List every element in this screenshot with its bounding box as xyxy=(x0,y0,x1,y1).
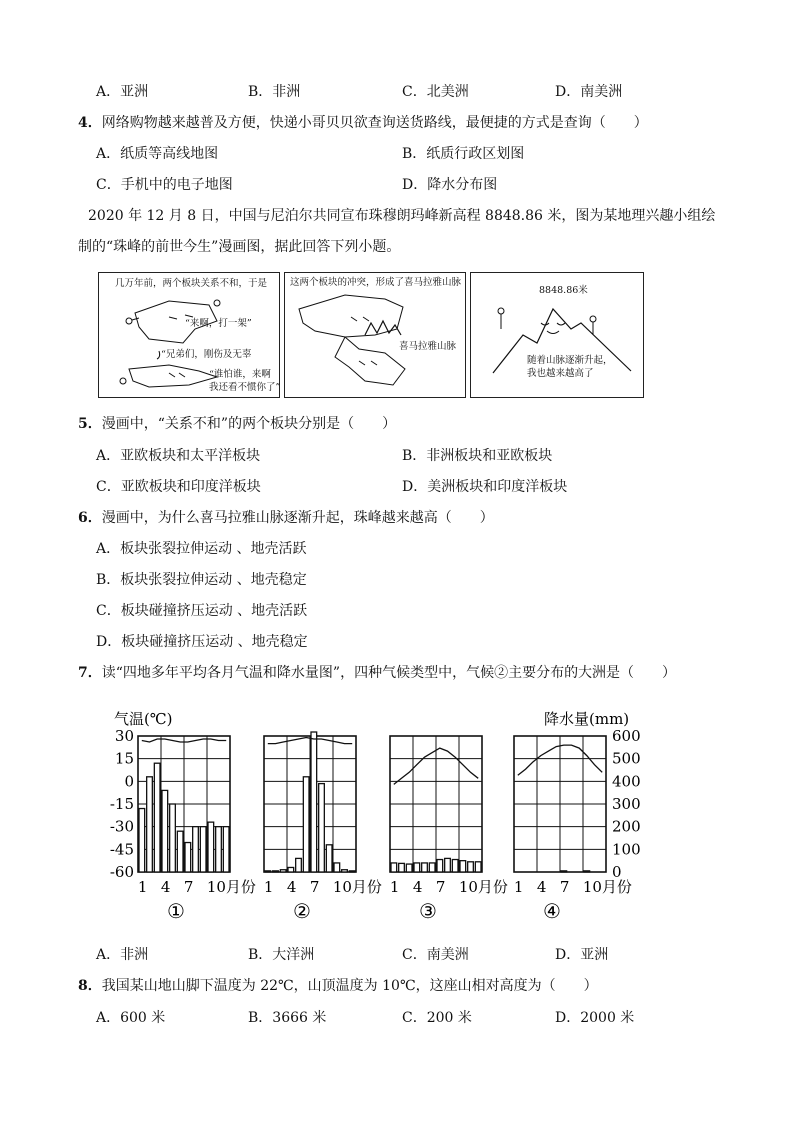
q7-option-d: D．亚洲 xyxy=(555,947,609,963)
question-8-number: 8． xyxy=(78,978,102,994)
q6-option-b: B．板块张裂拉伸运动 、地壳稳定 xyxy=(96,572,307,588)
precip-tick-label: 100 xyxy=(612,840,641,859)
panel-1-speech-1: “来啊，打一架” xyxy=(185,318,252,329)
precip-bar xyxy=(422,863,428,872)
climate-charts xyxy=(100,700,660,930)
panel-3-caption-1: 随着山脉逐渐升起， xyxy=(527,355,613,366)
precip-bar xyxy=(216,827,222,872)
precip-bar xyxy=(342,870,348,872)
precip-tick-label: 400 xyxy=(612,772,641,791)
comic-panel-2 xyxy=(284,272,466,398)
x-tick-label: 10月份 xyxy=(206,878,256,896)
panel-3-caption-2: 我也越来越高了 xyxy=(527,368,594,379)
question-6-stem: 漫画中，为什么喜马拉雅山脉逐渐升起，珠峰越来越高（ ） xyxy=(101,510,494,526)
temp-tick-label: -15 xyxy=(109,795,134,813)
question-7-number: 7． xyxy=(78,665,102,681)
panel-1-speech-2: “兄弟们，刚伤及无辜 xyxy=(161,349,252,360)
precip-bar xyxy=(334,863,340,872)
precip-bar xyxy=(147,777,153,872)
question-6-number: 6． xyxy=(78,510,102,526)
panel-3-height: 8848.86米 xyxy=(539,285,588,296)
intro-line-1: 2020 年 12 月 8 日，中国与尼泊尔共同宣布珠穆朗玛峰新高程 8848.86 米，图为某地理兴趣小组绘 xyxy=(88,208,716,224)
precip-bar xyxy=(200,827,206,872)
temp-tick-label: 15 xyxy=(114,749,134,768)
q4-option-a: A．纸质等高线地图 xyxy=(96,146,219,162)
question-4-stem: 网络购物越来越普及方便，快递小哥贝贝欲查询送货路线，最便捷的方式是查询（ ） xyxy=(101,115,648,131)
q7-option-a: A．非洲 xyxy=(96,947,149,963)
chart-panels xyxy=(138,732,632,923)
precip-bar xyxy=(265,871,271,872)
x-tick-label: 1 xyxy=(389,878,400,896)
precip-bar xyxy=(273,871,279,872)
precip-bar xyxy=(460,861,466,872)
x-tick-label: 7 xyxy=(435,878,446,896)
question-5-stem: 漫画中，“关系不和”的两个板块分别是（ ） xyxy=(101,416,397,432)
x-tick-label: 1 xyxy=(263,878,274,896)
climate-chart-1 xyxy=(138,736,256,923)
chart-label: ② xyxy=(293,899,311,923)
precip-bar xyxy=(468,862,474,872)
temp-tick-label: 30 xyxy=(114,727,134,745)
precip-bar xyxy=(406,864,412,872)
q8-option-b: B．3666 米 xyxy=(248,1010,327,1026)
question-7-stem: 读“四地多年平均各月气温和降水量图”，四种气候类型中，气候②主要分布的大洲是（ ） xyxy=(101,665,677,681)
precip-bar xyxy=(185,843,191,872)
precip-bar xyxy=(280,870,286,872)
temp-axis-label: 气温(℃) xyxy=(114,710,173,728)
panel-2-drawing xyxy=(285,273,465,397)
precip-bar xyxy=(561,871,567,872)
question-8-stem: 我国某山地山脚下温度为 22℃，山顶温度为 10℃，这座山相对高度为（ ） xyxy=(101,978,598,994)
question-7 xyxy=(78,663,676,683)
x-tick-label: 10月份 xyxy=(332,878,382,896)
precip-bar xyxy=(584,871,590,872)
q6-option-d: D．板块碰撞挤压运动 、地壳稳定 xyxy=(96,634,308,650)
x-tick-label: 1 xyxy=(513,878,524,896)
q8-option-c: C．200 米 xyxy=(402,1010,472,1026)
x-tick-label: 1 xyxy=(137,878,148,896)
chart-label: ③ xyxy=(419,899,437,923)
temp-tick-label: -60 xyxy=(109,863,134,881)
x-tick-label: 7 xyxy=(183,878,194,896)
panel-2-caption: 这两个板块的冲突，形成了喜马拉雅山脉 xyxy=(290,277,462,288)
x-tick-label: 10月份 xyxy=(582,878,632,896)
precip-bar xyxy=(177,831,183,872)
precip-tick-label: 200 xyxy=(612,817,641,836)
q3-option-b: B．非洲 xyxy=(248,84,301,100)
precip-bar xyxy=(475,862,481,872)
precip-bar xyxy=(414,863,420,872)
q8-option-a: A．600 米 xyxy=(96,1010,166,1026)
precip-bar xyxy=(154,763,160,872)
x-tick-label: 4 xyxy=(536,878,547,896)
q4-option-b: B．纸质行政区划图 xyxy=(402,146,525,162)
precip-bar xyxy=(429,863,435,872)
q3-option-d: D．南美洲 xyxy=(555,84,623,100)
precip-tick-label: 500 xyxy=(612,749,641,768)
precip-bar xyxy=(391,863,397,872)
precip-bar xyxy=(303,777,309,872)
temp-tick-labels xyxy=(110,727,134,881)
q7-option-b: B．大洋洲 xyxy=(248,947,315,963)
climate-chart-3 xyxy=(390,736,508,923)
precip-bar xyxy=(349,871,355,872)
chart-label: ④ xyxy=(543,899,561,923)
precip-tick-label: 300 xyxy=(612,795,641,813)
x-tick-label: 4 xyxy=(412,878,423,896)
q4-option-c: C．手机中的电子地图 xyxy=(96,177,233,193)
x-tick-label: 7 xyxy=(309,878,320,896)
q5-option-a: A．亚欧板块和太平洋板块 xyxy=(96,448,261,464)
question-5-number: 5． xyxy=(78,416,102,432)
temp-tick-label: -30 xyxy=(109,817,134,836)
question-8 xyxy=(78,976,598,996)
temp-tick-label: -45 xyxy=(109,840,134,859)
q7-option-c: C．南美洲 xyxy=(402,947,469,963)
question-4 xyxy=(78,113,648,133)
precip-bar xyxy=(326,845,332,872)
x-tick-label: 10月份 xyxy=(458,878,508,896)
precip-bar xyxy=(139,809,145,872)
question-6 xyxy=(78,508,494,528)
chart-label: ① xyxy=(167,899,185,923)
x-tick-label: 4 xyxy=(160,878,171,896)
precip-bar xyxy=(296,858,302,872)
question-4-number: 4． xyxy=(78,115,102,131)
climate-chart-2 xyxy=(264,732,382,923)
precip-bar xyxy=(162,790,168,872)
q8-option-d: D．2000 米 xyxy=(555,1010,635,1026)
q3-option-c: C．北美洲 xyxy=(402,84,469,100)
panel-1-speech-4: 我还看不惯你了” xyxy=(209,382,281,393)
precip-tick-label: 0 xyxy=(612,863,622,881)
precip-bar xyxy=(445,858,451,872)
q6-option-c: C．板块碰撞挤压运动 、地壳活跃 xyxy=(96,603,308,619)
q5-option-d: D．美洲板块和印度洋板块 xyxy=(402,479,568,495)
precip-tick-labels xyxy=(612,727,641,881)
panel-2-label: 喜马拉雅山脉 xyxy=(399,341,457,352)
x-tick-label: 7 xyxy=(559,878,570,896)
q3-option-a: A．亚洲 xyxy=(96,84,149,100)
q5-option-c: C．亚欧板块和印度洋板块 xyxy=(96,479,261,495)
question-5 xyxy=(78,414,396,434)
precip-axis-label: 降水量(mm) xyxy=(544,710,630,728)
comic-panel-1 xyxy=(98,272,280,398)
precip-bar xyxy=(437,860,443,872)
panel-1-speech-3: “谁怕谁，来啊 xyxy=(209,369,271,380)
q4-option-d: D．降水分布图 xyxy=(402,177,498,193)
precip-tick-label: 600 xyxy=(612,727,641,745)
temp-tick-label: 0 xyxy=(124,772,134,791)
precip-bar xyxy=(170,804,176,872)
comic-panel-3 xyxy=(470,272,644,398)
x-tick-label: 4 xyxy=(286,878,297,896)
q5-option-b: B．非洲板块和亚欧板块 xyxy=(402,448,553,464)
q6-option-a: A．板块张裂拉伸运动 、地壳活跃 xyxy=(96,541,307,557)
precip-bar xyxy=(399,863,405,872)
precip-bar xyxy=(223,827,229,872)
panel-1-caption: 几万年前，两个板块关系不和，于是 xyxy=(115,278,268,289)
precip-bar xyxy=(193,827,199,872)
precip-bar xyxy=(311,732,317,872)
precip-bar xyxy=(319,784,325,872)
intro-line-2: 制的“珠峰的前世今生”漫画图，据此回答下列小题。 xyxy=(78,239,401,255)
precip-bar xyxy=(452,860,458,872)
precip-bar xyxy=(288,867,294,872)
precip-bar xyxy=(208,822,214,872)
